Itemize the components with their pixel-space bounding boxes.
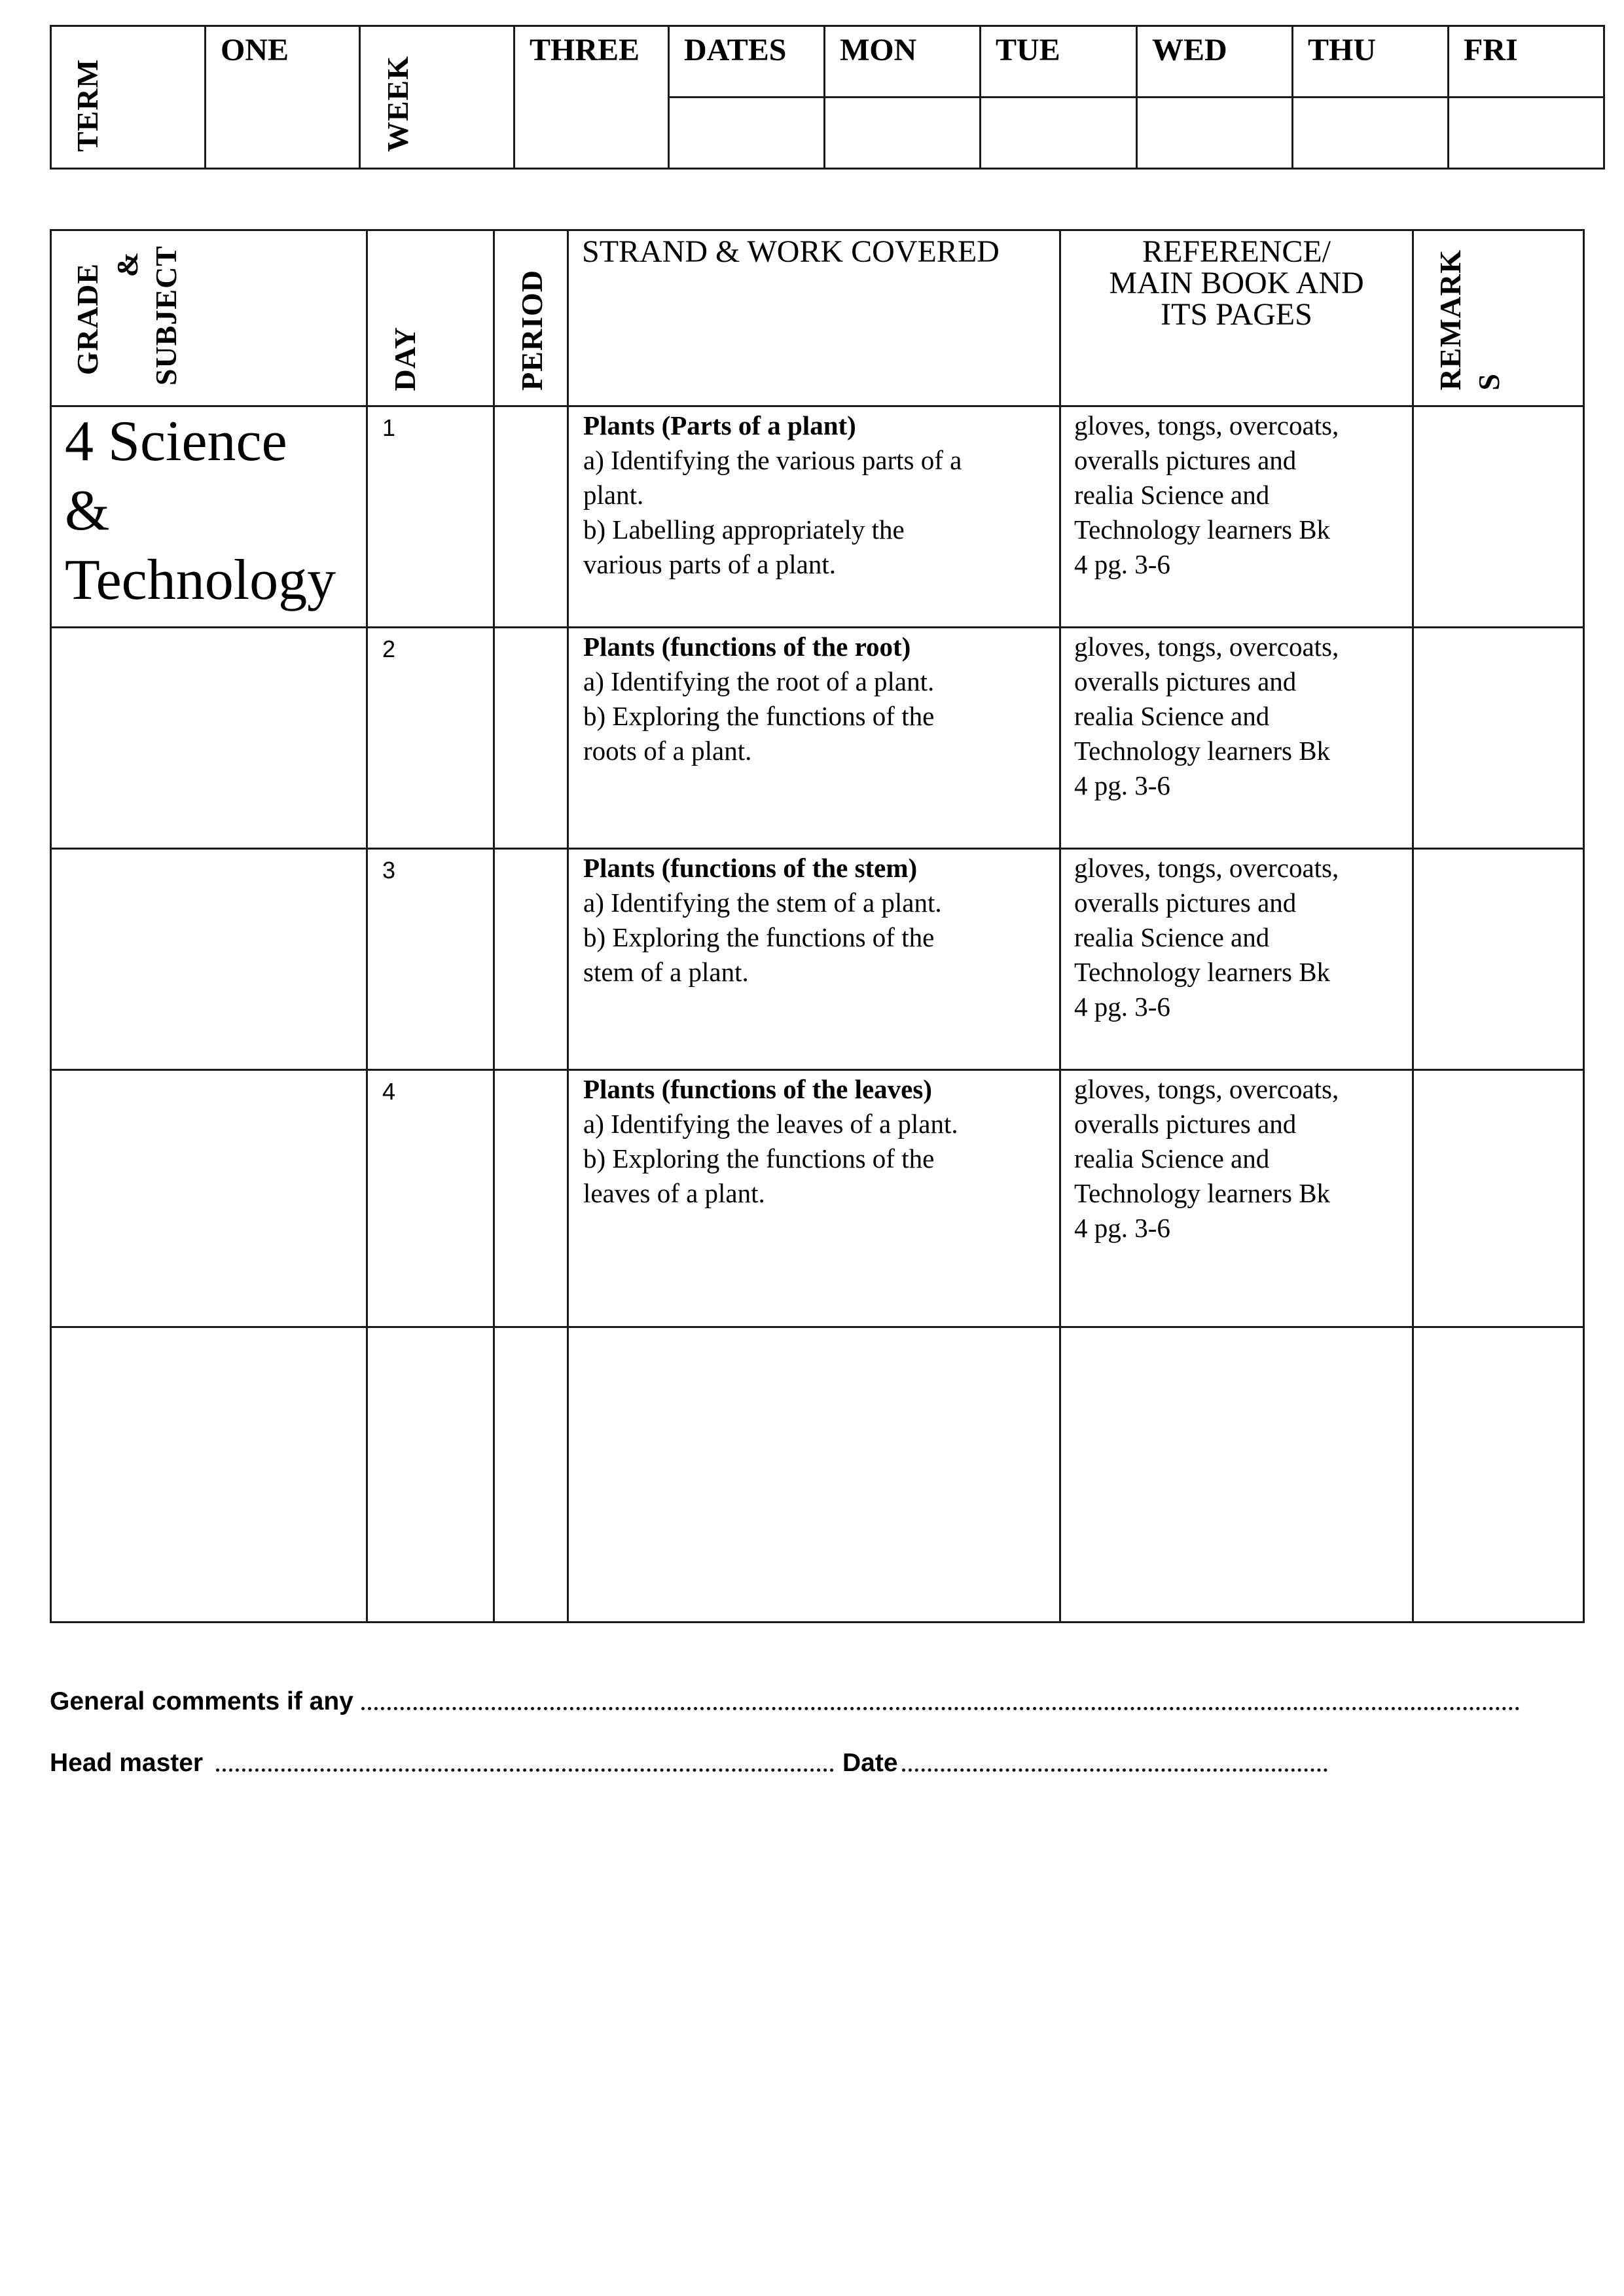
day-cell[interactable] [366, 848, 495, 1071]
grade-subject-cell[interactable] [50, 626, 368, 850]
day-number: 3 [382, 857, 396, 884]
dates-label-cell [668, 25, 825, 98]
reference-line: Technology learners Bk [1074, 1178, 1331, 1208]
strand-title: Plants (Parts of a plant) [583, 410, 856, 440]
week-label-cell [359, 25, 515, 170]
strand-title: Plants (functions of the stem) [583, 853, 918, 883]
reference-cell[interactable] [1059, 1326, 1414, 1623]
head-master-label: Head master [50, 1749, 204, 1777]
day-header-tue [979, 25, 1138, 98]
reference-line: Technology learners Bk [1074, 736, 1331, 766]
strand-line: b) Labelling appropriately the [583, 514, 905, 545]
reference-line: overalls pictures and [1074, 888, 1297, 918]
day-number: 4 [382, 1078, 396, 1105]
term-label-cell [50, 25, 206, 170]
period-cell[interactable] [493, 626, 569, 850]
reference-content [1074, 851, 1339, 1024]
date-cell-thu[interactable] [1291, 96, 1449, 170]
strand-line: roots of a plant. [583, 736, 752, 766]
strand-content [583, 851, 942, 990]
day-label-thu: THU [1308, 33, 1377, 67]
remarks-cell[interactable] [1412, 626, 1585, 850]
reference-line: realia Science and [1074, 1143, 1270, 1174]
term-value: ONE [221, 33, 289, 67]
header-reference-line-3: ITS PAGES [1161, 297, 1312, 332]
strand-line: b) Exploring the functions of the [583, 1143, 935, 1174]
header-reference-label [1061, 236, 1412, 331]
date-label: Date [842, 1749, 898, 1777]
date-value-cell[interactable] [668, 96, 825, 170]
header-strand-label: STRAND & WORK COVERED [582, 234, 1000, 269]
strand-line: plant. [583, 480, 644, 510]
strand-line: a) Identifying the various parts of a [583, 445, 962, 475]
reference-line: Technology learners Bk [1074, 957, 1331, 987]
strand-line: a) Identifying the root of a plant. [583, 666, 935, 696]
day-cell[interactable] [366, 1069, 495, 1328]
header-day [366, 229, 495, 407]
header-remarks-line-2: S [1472, 373, 1506, 391]
period-cell[interactable] [493, 405, 569, 628]
reference-line: Technology learners Bk [1074, 514, 1331, 545]
grade-subject-value [65, 407, 336, 615]
grade-subject-cell[interactable] [50, 405, 368, 628]
header-grade-subject [50, 229, 368, 407]
remarks-cell[interactable] [1412, 405, 1585, 628]
strand-cell[interactable] [567, 1069, 1061, 1328]
header-ampersand: & [111, 251, 144, 277]
week-value: THREE [530, 33, 640, 67]
reference-content [1074, 1072, 1339, 1246]
strand-line: various parts of a plant. [583, 549, 836, 579]
reference-line: overalls pictures and [1074, 1109, 1297, 1139]
grade-subject-line-3: Technology [65, 548, 336, 612]
header-strand [567, 229, 1061, 407]
reference-line: gloves, tongs, overcoats, [1074, 632, 1339, 662]
term-label: TERM [71, 59, 104, 152]
reference-line: 4 pg. 3-6 [1074, 1213, 1170, 1243]
day-label-wed: WED [1152, 33, 1227, 67]
grade-subject-cell[interactable] [50, 1326, 368, 1623]
strand-cell[interactable] [567, 626, 1061, 850]
reference-line: 4 pg. 3-6 [1074, 770, 1170, 800]
day-header-thu [1291, 25, 1449, 98]
reference-line: 4 pg. 3-6 [1074, 549, 1170, 579]
grade-subject-line-1: 4 Science [65, 410, 287, 473]
term-value-cell[interactable] [204, 25, 361, 170]
reference-line: overalls pictures and [1074, 666, 1297, 696]
day-cell[interactable] [366, 1326, 495, 1623]
strand-line: b) Exploring the functions of the [583, 922, 935, 952]
reference-content [1074, 408, 1339, 582]
day-header-fri [1447, 25, 1605, 98]
remarks-cell[interactable] [1412, 848, 1585, 1071]
day-header-mon [823, 25, 981, 98]
week-label: WEEK [381, 55, 414, 152]
grade-subject-cell[interactable] [50, 1069, 368, 1328]
date-cell-tue[interactable] [979, 96, 1138, 170]
day-label-mon: MON [840, 33, 917, 67]
header-remarks-line-1: REMARK [1434, 249, 1467, 391]
header-remarks [1412, 229, 1585, 407]
period-cell[interactable] [493, 848, 569, 1071]
period-cell[interactable] [493, 1326, 569, 1623]
strand-line: stem of a plant. [583, 957, 749, 987]
header-reference-line-2: MAIN BOOK AND [1109, 266, 1364, 300]
head-master-signature-field[interactable] [216, 1768, 834, 1772]
reference-line: gloves, tongs, overcoats, [1074, 1074, 1339, 1104]
strand-line: leaves of a plant. [583, 1178, 765, 1208]
reference-cell[interactable] [1059, 1069, 1414, 1328]
reference-content [1074, 630, 1339, 803]
strand-title: Plants (functions of the leaves) [583, 1074, 932, 1104]
period-cell[interactable] [493, 1069, 569, 1328]
remarks-cell[interactable] [1412, 1069, 1585, 1328]
reference-cell[interactable] [1059, 405, 1414, 628]
day-number: 2 [382, 636, 396, 662]
reference-line: 4 pg. 3-6 [1074, 992, 1170, 1022]
strand-content [583, 408, 962, 582]
date-field[interactable] [902, 1768, 1327, 1772]
strand-cell[interactable] [567, 848, 1061, 1071]
strand-line: b) Exploring the functions of the [583, 701, 935, 731]
reference-line: realia Science and [1074, 922, 1270, 952]
remarks-cell[interactable] [1412, 1326, 1585, 1623]
grade-subject-cell[interactable] [50, 848, 368, 1071]
grade-subject-line-2: & [65, 479, 110, 543]
day-header-wed [1136, 25, 1293, 98]
reference-line: overalls pictures and [1074, 445, 1297, 475]
strand-content [583, 1072, 958, 1211]
strand-content [583, 630, 934, 768]
header-day-label: DAY [388, 326, 422, 391]
day-cell[interactable] [366, 626, 495, 850]
reference-cell[interactable] [1059, 626, 1414, 850]
strand-line: a) Identifying the leaves of a plant. [583, 1109, 958, 1139]
dates-label: DATES [684, 33, 787, 67]
reference-line: gloves, tongs, overcoats, [1074, 853, 1339, 883]
date-cell-fri[interactable] [1447, 96, 1605, 170]
day-label-fri: FRI [1464, 33, 1518, 67]
reference-line: realia Science and [1074, 701, 1270, 731]
strand-cell[interactable] [567, 405, 1061, 628]
header-period-label: PERIOD [515, 270, 549, 391]
general-comments-label: General comments if any [50, 1687, 353, 1715]
header-grade: GRADE [71, 262, 104, 375]
date-cell-mon[interactable] [823, 96, 981, 170]
header-subject: SUBJECT [149, 245, 183, 386]
day-cell[interactable] [366, 405, 495, 628]
day-label-tue: TUE [996, 33, 1060, 67]
strand-title: Plants (functions of the root) [583, 632, 911, 662]
header-period [493, 229, 569, 407]
general-comments-field[interactable] [361, 1707, 1520, 1710]
date-cell-wed[interactable] [1136, 96, 1293, 170]
day-number: 1 [382, 414, 396, 441]
header-reference [1059, 229, 1414, 407]
strand-line: a) Identifying the stem of a plant. [583, 888, 942, 918]
reference-line: gloves, tongs, overcoats, [1074, 410, 1339, 440]
reference-cell[interactable] [1059, 848, 1414, 1071]
header-reference-line-1: REFERENCE/ [1142, 234, 1331, 269]
strand-cell[interactable] [567, 1326, 1061, 1623]
reference-line: realia Science and [1074, 480, 1270, 510]
week-value-cell[interactable] [513, 25, 670, 170]
